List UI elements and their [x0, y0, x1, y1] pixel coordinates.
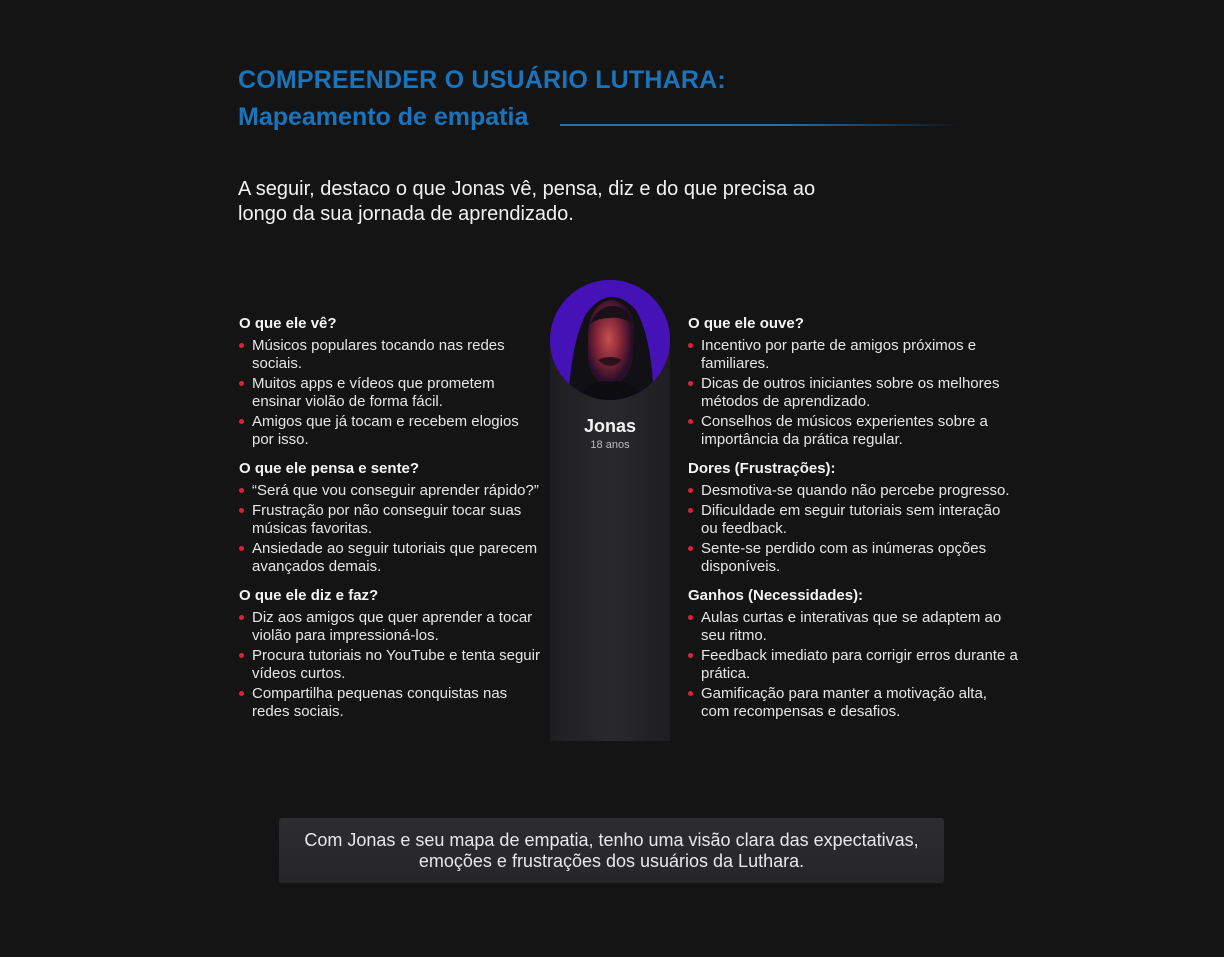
bullet-icon: [239, 381, 244, 386]
list-item: Muitos apps e vídeos que prometem ensinar violão de forma fácil.: [239, 375, 544, 411]
bullet-icon: [239, 653, 244, 658]
section-heading: Ganhos (Necessidades):: [688, 587, 864, 604]
list-item: Sente-se perdido com as inúmeras opções disponíveis.: [688, 540, 1018, 576]
person-portrait-icon: [550, 280, 670, 400]
list-item: Amigos que já tocam e recebem elogios por isso.: [239, 413, 544, 449]
list-item: Gamificação para manter a motivação alta, com recompensas e desafios.: [688, 685, 1018, 721]
bullet-icon: [688, 419, 693, 424]
bullet-icon: [239, 615, 244, 620]
bullet-icon: [239, 546, 244, 551]
bullet-icon: [688, 343, 693, 348]
right-column: [688, 314, 1018, 731]
section-thinks-feels: [239, 459, 544, 576]
list-item: Diz aos amigos que quer aprender a tocar violão para impressioná-los.: [239, 609, 544, 645]
title-divider: [560, 124, 960, 126]
section-gains: [688, 586, 1018, 721]
intro-text: A seguir, destaco o que Jonas vê, pensa, diz e do que precisa ao longo da sua jornada de aprendizado.: [238, 178, 816, 225]
bullet-icon: [688, 691, 693, 696]
list-item: Conselhos de músicos experientes sobre a importância da prática regular.: [688, 413, 1018, 449]
bullet-list: [688, 482, 1018, 576]
bullet-icon: [688, 546, 693, 551]
bullet-icon: [239, 419, 244, 424]
bullet-icon: [688, 615, 693, 620]
bullet-icon: [688, 488, 693, 493]
persona-age: 18 anos: [590, 439, 630, 451]
conclusion-text: Com Jonas e seu mapa de empatia, tenho uma visão clara das expectativas, emoções e frustrações dos usuários da Luthara.: [304, 829, 919, 871]
avatar: [550, 280, 670, 400]
list-item: Compartilha pequenas conquistas nas redes sociais.: [239, 685, 544, 721]
bullet-list: [688, 337, 1018, 449]
bullet-list: [239, 482, 544, 576]
bullet-icon: [239, 508, 244, 513]
section-pains: [688, 459, 1018, 576]
section-heading: O que ele diz e faz?: [239, 587, 379, 604]
bullet-list: [239, 609, 544, 721]
list-item: Procura tutoriais no YouTube e tenta seguir vídeos curtos.: [239, 647, 544, 683]
section-says-does: [239, 586, 544, 721]
persona-name: Jonas: [583, 416, 637, 436]
bullet-list: [239, 337, 544, 449]
list-item: Feedback imediato para corrigir erros durante a prática.: [688, 647, 1018, 683]
section-heading: O que ele ouve?: [688, 315, 804, 332]
bullet-icon: [239, 488, 244, 493]
list-item: Músicos populares tocando nas redes sociais.: [239, 337, 544, 373]
section-hears: [688, 314, 1018, 449]
title-line-2: Mapeamento de empatia: [238, 103, 529, 131]
left-column: [239, 314, 544, 731]
bullet-icon: [239, 343, 244, 348]
list-item: Desmotiva-se quando não percebe progresso.: [688, 482, 1018, 500]
list-item: Aulas curtas e interativas que se adaptem ao seu ritmo.: [688, 609, 1018, 645]
list-item: Dicas de outros iniciantes sobre os melhores métodos de aprendizado.: [688, 375, 1018, 411]
conclusion-box: [279, 818, 944, 883]
bullet-icon: [688, 508, 693, 513]
list-item: Ansiedade ao seguir tutoriais que parecem avançados demais.: [239, 540, 544, 576]
bullet-icon: [239, 691, 244, 696]
section-heading: Dores (Frustrações):: [688, 460, 836, 477]
bullet-list: [688, 609, 1018, 721]
bullet-icon: [688, 653, 693, 658]
title-line-1: COMPREENDER O USUÁRIO LUTHARA:: [238, 66, 726, 94]
list-item: Frustração por não conseguir tocar suas músicas favoritas.: [239, 502, 544, 538]
section-sees: [239, 314, 544, 449]
bullet-icon: [688, 381, 693, 386]
list-item: Dificuldade em seguir tutoriais sem interação ou feedback.: [688, 502, 1018, 538]
section-heading: O que ele pensa e sente?: [239, 460, 420, 477]
section-heading: O que ele vê?: [239, 315, 337, 332]
list-item: “Será que vou conseguir aprender rápido?”: [239, 482, 544, 500]
list-item: Incentivo por parte de amigos próximos e familiares.: [688, 337, 1018, 373]
